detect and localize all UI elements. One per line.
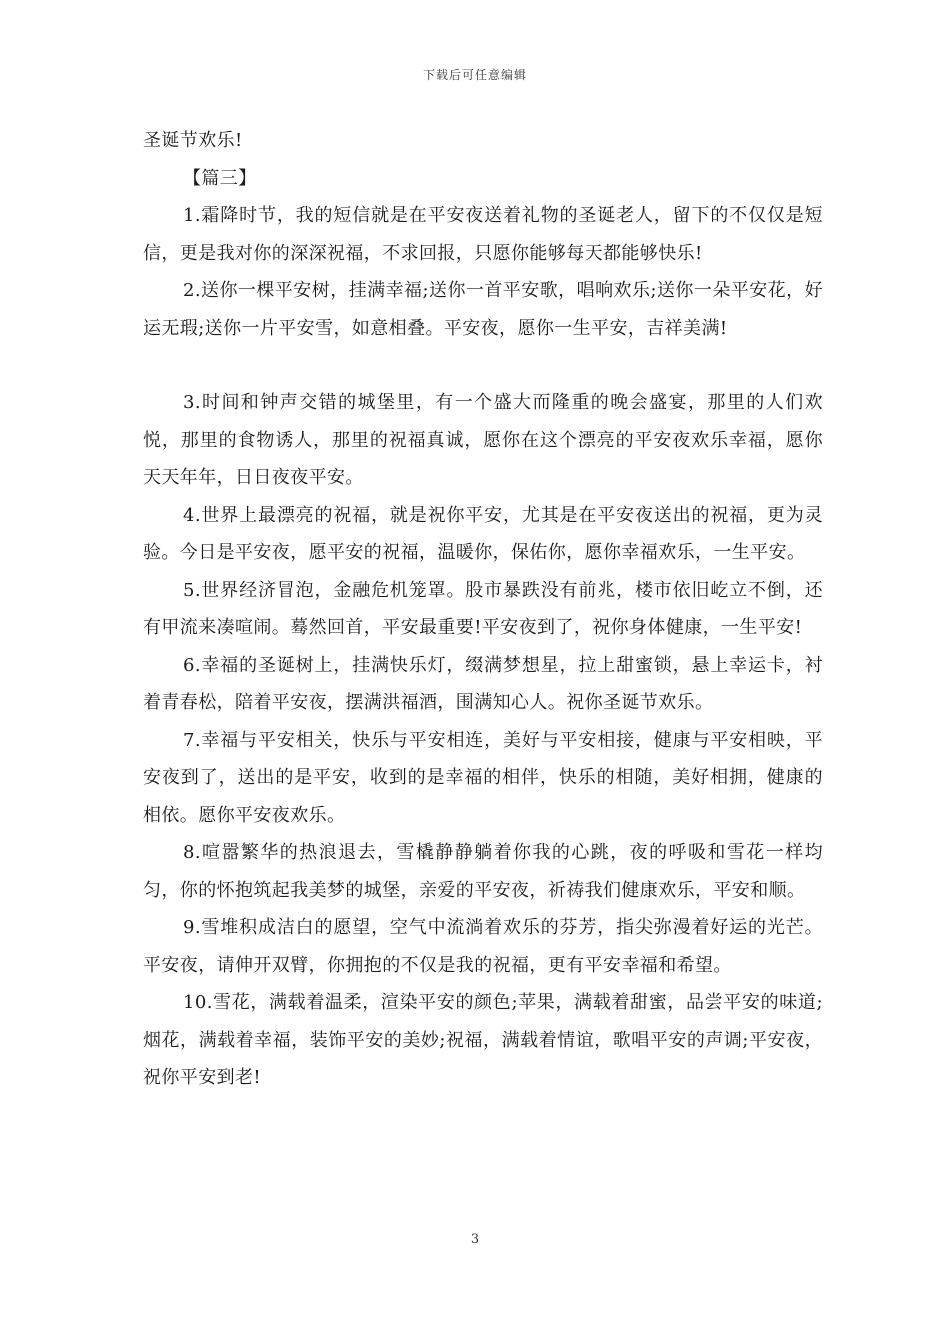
intro-line: 圣诞节欢乐! (143, 130, 243, 151)
greeting-item-8: 8.喧嚣繁华的热浪退去，雪橇静静躺着你我的心跳，夜的呼吸和雪花一样均匀，你的怀抱筑起我美梦的城堡，亲爱的平安夜，祈祷我们健康欢乐，平安和顺。 (143, 842, 823, 901)
greeting-item-6: 6.幸福的圣诞树上，挂满快乐灯，缀满梦想星，拉上甜蜜锁，悬上幸运卡，衬着青春松，陪着平安夜，摆满洪福酒，围满知心人。祝你圣诞节欢乐。 (143, 654, 823, 713)
greeting-item-10: 10.雪花，满载着温柔，渲染平安的颜色;苹果，满载着甜蜜，品尝平安的味道;烟花，满载着幸福，装饰平安的美妙;祝福，满载着情谊，歌唱平安的声调;平安夜，祝你平安到老! (143, 992, 823, 1088)
section-title: 【篇三】 (183, 167, 257, 189)
greeting-item-9: 9.雪堆积成洁白的愿望，空气中流淌着欢乐的芬芳，指尖弥漫着好运的光芒。平安夜，请伸开双臂，你拥抱的不仅是我的祝福，更有平安幸福和希望。 (143, 917, 823, 976)
page-header: 下载后可任意编辑 (422, 68, 527, 82)
document-body (143, 122, 823, 1097)
greeting-item-5: 5.世界经济冒泡，金融危机笼罩。股市暴跌没有前兆，楼市依旧屹立不倒，还有甲流来凑喧闹。蓦然回首，平安最重要!平安夜到了，祝你身体健康，一生平安! (143, 579, 823, 638)
greeting-item-3: 3.时间和钟声交错的城堡里，有一个盛大而隆重的晚会盛宴，那里的人们欢悦，那里的食物诱人，那里的祝福真诚，愿你在这个漂亮的平安夜欢乐幸福，愿你天天年年，日日夜夜平安。 (143, 392, 823, 488)
greeting-item-7: 7.幸福与平安相关，快乐与平安相连，美好与平安相接，健康与平安相映，平安夜到了，送出的是平安，收到的是幸福的相伴，快乐的相随，美好相拥，健康的相依。愿你平安夜欢乐。 (143, 729, 823, 826)
page-number: 3 (470, 1232, 480, 1247)
greeting-item-4: 4.世界上最漂亮的祝福，就是祝你平安，尤其是在平安夜送出的祝福，更为灵验。今日是平安夜，愿平安的祝福，温暖你，保佑你，愿你幸福欢乐，一生平安。 (143, 504, 823, 563)
greeting-item-1: 1.霜降时节，我的短信就是在平安夜送着礼物的圣诞老人，留下的不仅仅是短信，更是我对你的深深祝福，不求回报，只愿你能够每天都能够快乐! (143, 205, 823, 264)
greeting-item-2: 2.送你一棵平安树，挂满幸福;送你一首平安歌，唱响欢乐;送你一朵平安花，好运无瑕;送你一片平安雪，如意相叠。平安夜，愿你一生平安，吉祥美满! (143, 280, 823, 339)
